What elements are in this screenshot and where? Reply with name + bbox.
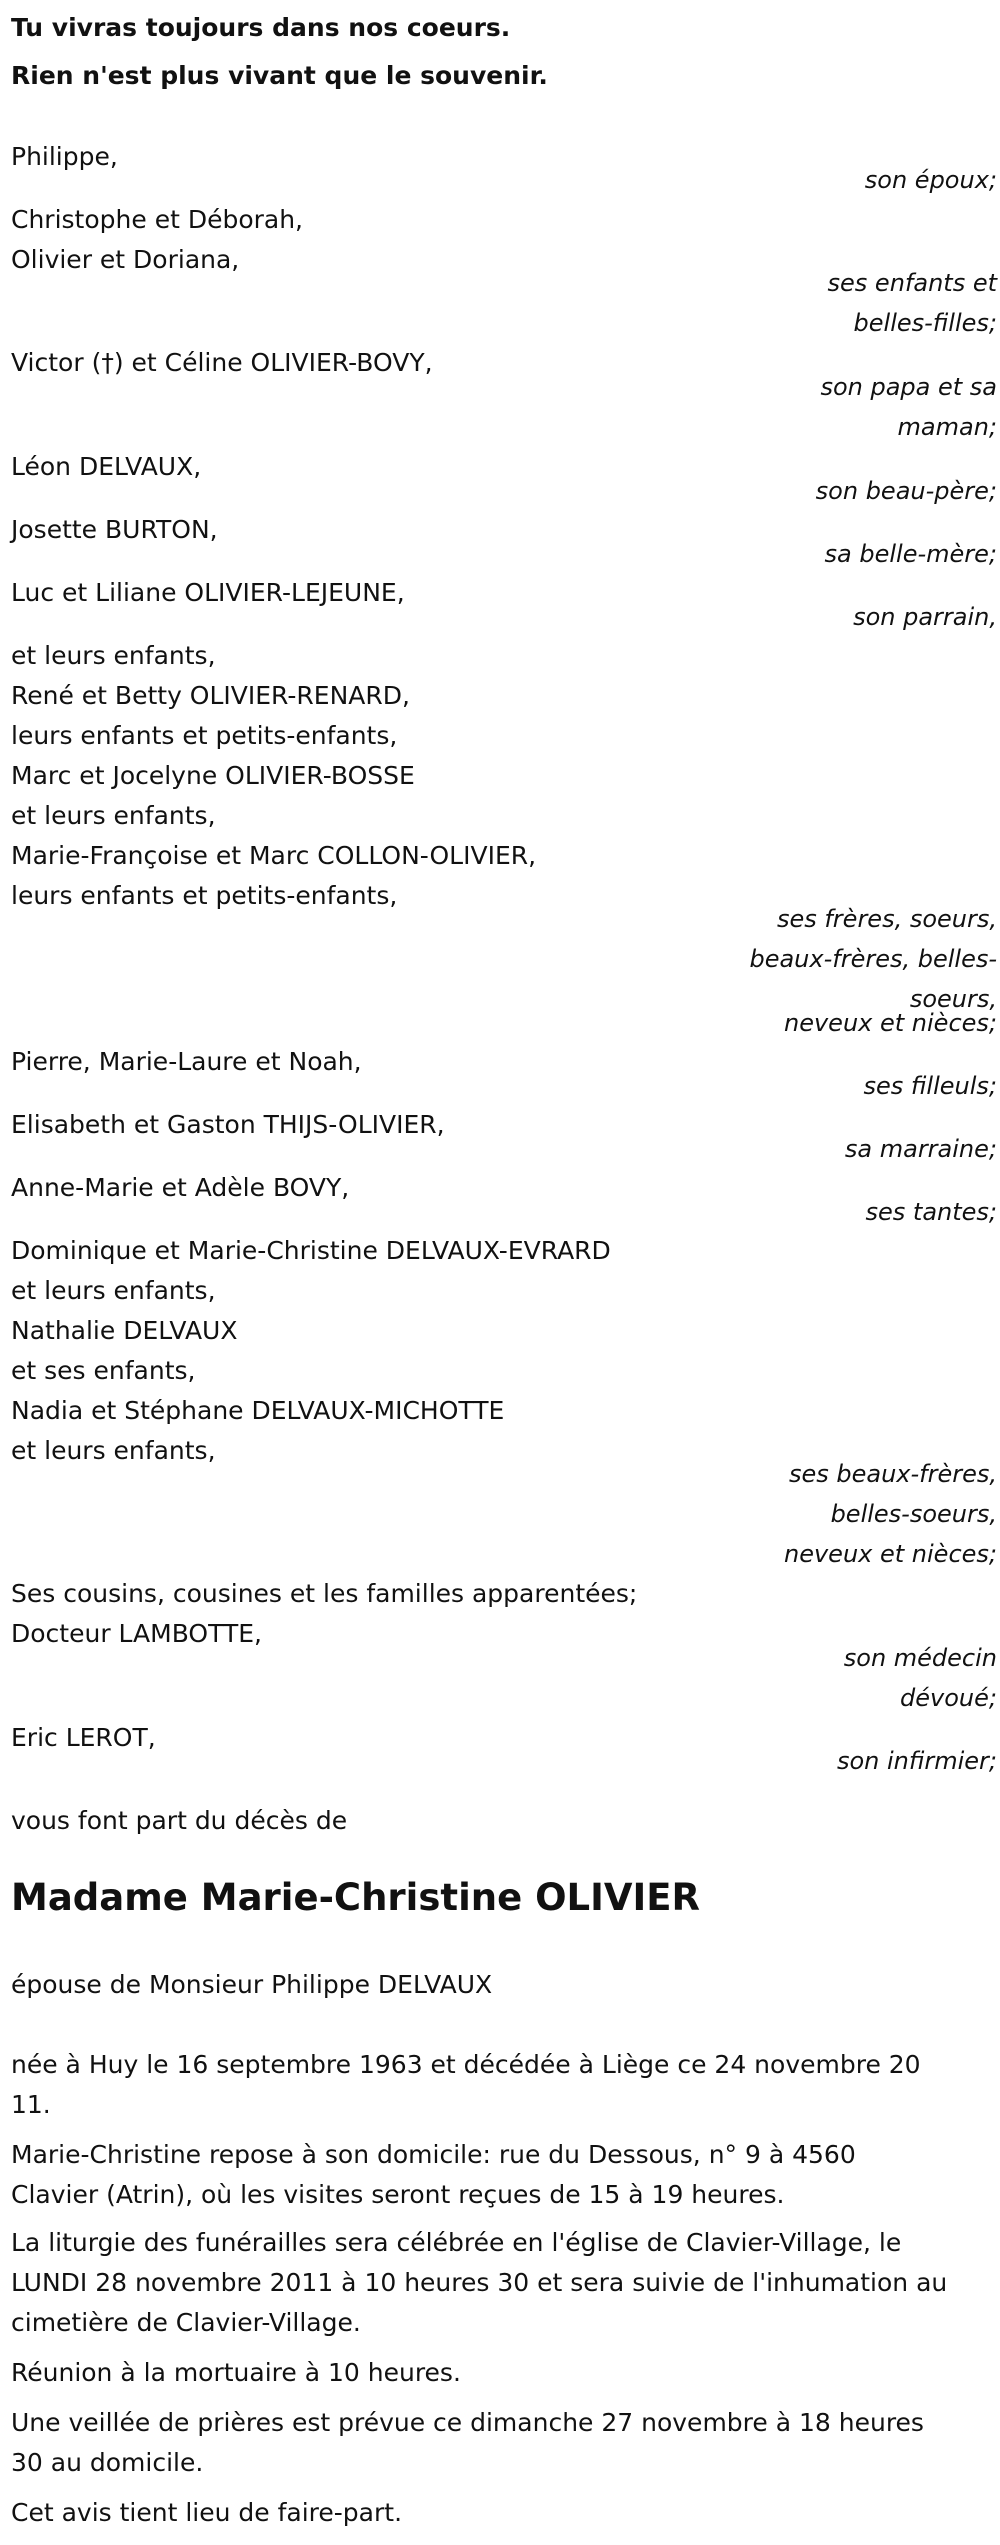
spouse-line: épouse de Monsieur Philippe DELVAUX [11,1970,493,1999]
family-relation: ses filleuls; [863,1072,997,1100]
family-relation: dévoué; [900,1684,997,1712]
family-name: Philippe, [11,142,118,171]
family-name: Eric LEROT, [11,1723,156,1752]
family-relation: neveux et nièces; [784,1009,997,1037]
family-relation: ses tantes; [865,1198,997,1226]
family-relation: ses enfants et [827,269,997,297]
family-name: Christophe et Déborah, [11,205,304,234]
detail-line: Une veillée de prières est prévue ce dimanche 27 novembre à 18 heures [11,2408,924,2437]
detail-line: La liturgie des funérailles sera célébrée en l'église de Clavier-Village, le [11,2228,902,2257]
family-name: Marie-Françoise et Marc COLLON-OLIVIER, [11,841,537,870]
family-name: Luc et Liliane OLIVIER-LEJEUNE, [11,578,405,607]
family-name: Dominique et Marie-Christine DELVAUX-EVRARD [11,1236,611,1265]
family-name: et ses enfants, [11,1356,196,1385]
family-name: Olivier et Doriana, [11,245,240,274]
family-name: René et Betty OLIVIER-RENARD, [11,681,410,710]
detail-line: Réunion à la mortuaire à 10 heures. [11,2358,461,2387]
detail-line: Marie-Christine repose à son domicile: rue du Dessous, n° 9 à 4560 [11,2140,856,2169]
detail-line: 30 au domicile. [11,2448,204,2477]
family-name: Ses cousins, cousines et les familles apparentées; [11,1579,638,1608]
family-name: leurs enfants et petits-enfants, [11,881,398,910]
detail-line: 11. [11,2090,51,2119]
family-relation: son médecin [843,1644,997,1672]
family-relation: beaux-frères, belles- [749,945,997,973]
family-name: et leurs enfants, [11,801,216,830]
detail-line: Cet avis tient lieu de faire-part. [11,2498,403,2527]
family-name: Docteur LAMBOTTE, [11,1619,262,1648]
family-relation: neveux et nièces; [784,1540,997,1568]
family-name: leurs enfants et petits-enfants, [11,721,398,750]
family-name: Léon DELVAUX, [11,452,202,481]
epitaph-line-2: Rien n'est plus vivant que le souvenir. [11,61,548,90]
family-relation: belles-filles; [853,309,997,337]
family-name: et leurs enfants, [11,641,216,670]
family-name: et leurs enfants, [11,1276,216,1305]
family-relation: son époux; [864,166,997,194]
family-relation: ses beaux-frères, [788,1460,997,1488]
family-name: Josette BURTON, [11,515,218,544]
epitaph-line-1: Tu vivras toujours dans nos coeurs. [11,13,511,42]
family-relation: son papa et sa [820,373,997,401]
family-relation: sa marraine; [844,1135,997,1163]
family-relation: son infirmier; [836,1747,997,1775]
family-relation: soeurs, [909,985,997,1013]
family-name: et leurs enfants, [11,1436,216,1465]
family-relation: maman; [897,413,997,441]
family-relation: ses frères, soeurs, [776,905,997,933]
deceased-name: Madame Marie-Christine OLIVIER [11,1876,701,1919]
family-relation: son beau-père; [815,477,997,505]
announcement-line: vous font part du décès de [11,1806,348,1835]
family-relation: son parrain, [853,603,997,631]
family-name: Nadia et Stéphane DELVAUX-MICHOTTE [11,1396,505,1425]
family-name: Anne-Marie et Adèle BOVY, [11,1173,350,1202]
detail-line: née à Huy le 16 septembre 1963 et décédée à Liège ce 24 novembre 20 [11,2050,921,2079]
detail-line: LUNDI 28 novembre 2011 à 10 heures 30 et sera suivie de l'inhumation au [11,2268,948,2297]
detail-line: Clavier (Atrin), où les visites seront reçues de 15 à 19 heures. [11,2180,785,2209]
family-name: Marc et Jocelyne OLIVIER-BOSSE [11,761,415,790]
detail-line: cimetière de Clavier-Village. [11,2308,361,2337]
family-relation: sa belle-mère; [824,540,997,568]
family-name: Pierre, Marie-Laure et Noah, [11,1047,362,1076]
family-relation: belles-soeurs, [830,1500,997,1528]
family-name: Victor (†) et Céline OLIVIER-BOVY, [11,348,433,377]
family-name: Elisabeth et Gaston THIJS-OLIVIER, [11,1110,445,1139]
family-name: Nathalie DELVAUX [11,1316,238,1345]
